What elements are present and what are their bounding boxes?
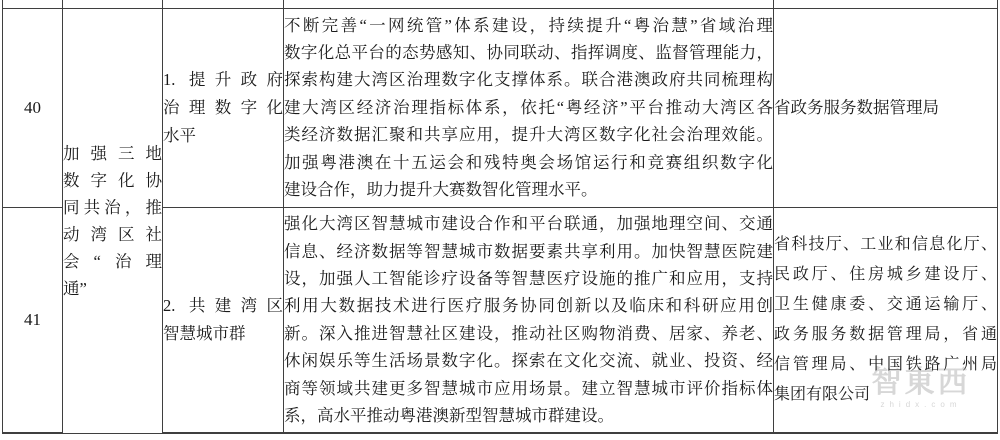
text-line: 类经济数据汇聚和共享应用，提升大湾区数字化社会治理效能。 <box>284 125 773 145</box>
text-line: 加强三地 <box>63 143 162 163</box>
text-line: 信息、经济数据等智慧城市数据要素共享利用。加快智慧医院建 <box>284 241 773 261</box>
text-line: 通” <box>63 278 87 298</box>
partial-top-row <box>3 0 998 8</box>
task-table <box>2 0 998 434</box>
empty-cell <box>163 0 284 8</box>
task-name-cell <box>163 207 284 433</box>
text-line: 民政厅、住房城乡建设厅、 <box>774 265 997 283</box>
description-cell <box>284 8 774 207</box>
text-line: 设，加强人工智能诊疗设备等智慧医疗设施的推广和应用，支持 <box>284 268 773 288</box>
text-line: 治理数字化 <box>163 97 283 117</box>
text-line: 系，高水平推动粤港澳新型智慧城市群建设。 <box>284 405 614 425</box>
text-line: 智慧城市群 <box>163 323 246 343</box>
table-row <box>3 8 998 207</box>
empty-cell <box>63 0 163 8</box>
text-line: 卫生健康委、交通运输厅、 <box>774 295 997 313</box>
row-number-cell: 40 <box>3 8 63 207</box>
text-line: 同共治，推 <box>63 197 162 217</box>
text-line: 新。深入推进智慧社区建设，推动社区购物消费、居家、养老、 <box>284 323 773 343</box>
task-name-cell <box>163 8 284 207</box>
responsible-department-cell <box>774 8 998 207</box>
watermark-url: zhidx.com <box>880 400 962 409</box>
text-line: 建设合作，助力提升大赛数智化管理水平。 <box>284 180 598 200</box>
text-line: 2. 共建湾区 <box>163 295 283 315</box>
text-line: 强化大湾区智慧城市建设合作和平台联通，加强地理空间、交通 <box>284 214 773 234</box>
text-line: 集团有限公司 <box>774 385 871 403</box>
text-line: 动湾区社 <box>63 224 162 244</box>
text-line: 省科技厅、工业和信息化厅、 <box>774 235 997 253</box>
description-cell <box>284 207 774 433</box>
text-line: 数字化协 <box>63 170 162 190</box>
text-line: 探索构建大湾区治理数字化支撑体系。联合港澳政府共同梳理构 <box>284 70 773 90</box>
empty-cell <box>3 0 63 8</box>
text-line: 加强粤港澳在十五运会和残特奥会场馆运行和竞赛组织数字化 <box>284 152 773 172</box>
text-line: 休闲娱乐等生活场景数字化。探索在文化交流、就业、投资、经 <box>284 351 773 371</box>
empty-cell <box>284 0 774 8</box>
text-line: 数字化总平台的态势感知、协同联动、指挥调度、监督管理能力， <box>284 42 773 62</box>
responsible-department-cell <box>774 207 998 433</box>
text-line: 建大湾区经济治理指标体系，依托“粤经济”平台推动大湾区各 <box>284 97 773 117</box>
text-line: 政务服务数据管理局，省通 <box>774 325 997 343</box>
text-line: 信管理局、中国铁路广州局 <box>774 355 997 373</box>
row-number-cell: 41 <box>3 207 63 433</box>
text-line: 利用大数据技术进行医疗服务协同创新以及临床和科研应用创 <box>284 296 773 316</box>
text-line: 水平 <box>163 125 196 145</box>
text-line: 会“治理 <box>63 251 162 271</box>
category-cell <box>63 8 163 433</box>
text-line: 1. 提升政府 <box>163 69 283 89</box>
text-line: 商等领域共建更多智慧城市应用场景。建立智慧城市评价指标体 <box>284 378 773 398</box>
text-line: 省政务服务数据管理局 <box>774 97 939 117</box>
watermark-logo: 智東西 <box>871 366 971 399</box>
text-line: 不断完善“一网统管”体系建设，持续提升“粤治慧”省域治理 <box>284 15 773 35</box>
empty-cell <box>774 0 998 8</box>
